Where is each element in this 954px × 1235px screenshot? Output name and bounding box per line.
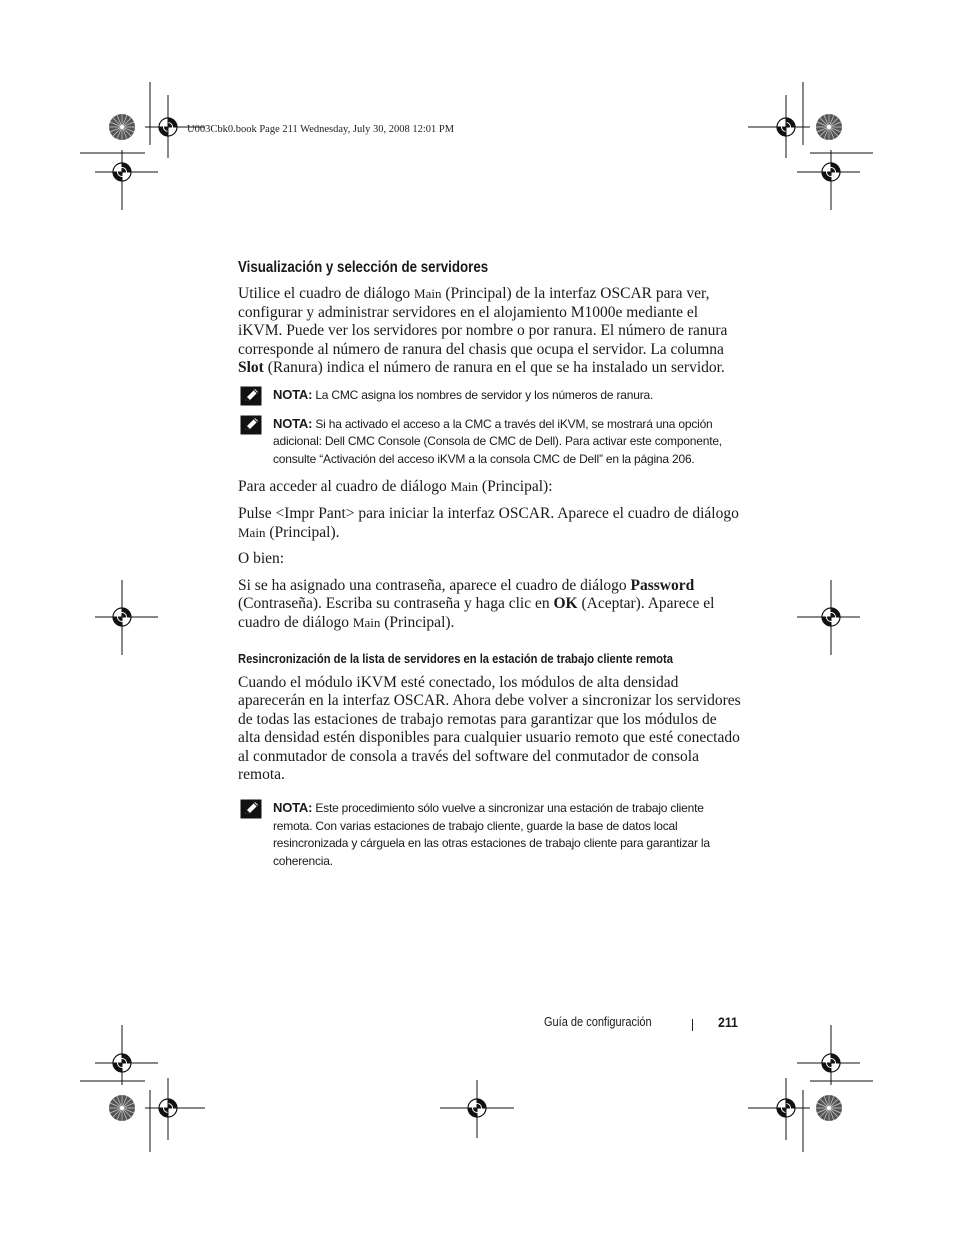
note-text: La CMC asigna los nombres de servidor y los números de ranura. bbox=[312, 387, 654, 402]
footer-guide-title: Guía de configuración bbox=[544, 1015, 652, 1029]
note-label: NOTA: bbox=[273, 386, 313, 402]
pencil-note-icon bbox=[240, 386, 262, 406]
registration-mark bbox=[113, 163, 131, 181]
registration-mark bbox=[822, 163, 840, 181]
or-paragraph: O bien: bbox=[238, 550, 285, 568]
note bbox=[238, 386, 742, 405]
star-target-top-right bbox=[816, 114, 842, 140]
password-term: Password bbox=[630, 576, 695, 594]
registration-mark bbox=[822, 608, 840, 626]
page-number: 211 bbox=[718, 1014, 738, 1030]
star-target-bottom-left bbox=[109, 1095, 135, 1121]
note-text: Este procedimiento sólo vuelve a sincronizar una estación de trabajo cliente remota. Con varias estaciones de trabajo cliente, guarde la base de datos local resincronizada y cárguela en las otras estaciones de trabajo cliente para garantizar la coherencia. bbox=[273, 801, 710, 868]
note-label: NOTA: bbox=[273, 415, 313, 431]
print-header-info: U003Cbk0.book Page 211 Wednesday, July 30, 2008 12:01 PM bbox=[187, 124, 455, 135]
star-target-top-left bbox=[109, 114, 135, 140]
main-term: Main bbox=[238, 524, 266, 540]
password-paragraph: Si se ha asignado una contraseña, aparece el cuadro de diálogo Password (Contraseña). Escriba su contraseña y haga clic en OK (Aceptar). Aparece el cuadro de diálogo Main (Principal). bbox=[238, 576, 715, 631]
access-paragraph: Para acceder al cuadro de diálogo Main (Principal): bbox=[238, 478, 553, 496]
footer-separator bbox=[692, 1019, 693, 1031]
note bbox=[238, 415, 742, 469]
page-content bbox=[238, 259, 742, 880]
section-heading: Visualización y selección de servidores bbox=[238, 259, 489, 276]
intro-paragraph: Utilice el cuadro de diálogo Main (Principal) de la interfaz OSCAR para ver, configurar y administrar servidores en el alojamiento M1000e mediante el iKVM. Puede ver los servidores por nombre o por ranura. El número de ranura corresponde al número de ranura del chasis que ocupa el servidor. La columna Slot (Ranura) indica el número de ranura en el que se ha instalado un servidor. bbox=[238, 285, 728, 377]
star-target-bottom-right bbox=[816, 1095, 842, 1121]
registration-mark bbox=[113, 608, 131, 626]
registration-mark bbox=[468, 1099, 486, 1117]
registration-mark bbox=[822, 1054, 840, 1072]
ok-term: OK bbox=[553, 595, 578, 613]
pencil-note-icon bbox=[240, 415, 262, 435]
main-term: Main bbox=[414, 286, 442, 301]
main-term: Main bbox=[352, 614, 381, 630]
resync-paragraph: Cuando el módulo iKVM esté conectado, los módulos de alta densidad aparecerán en la interfaz OSCAR. Ahora debe volver a sincronizar los servidores de todas las estaciones de trabajo remotas para garantizar que los módulos de alta densidad estén disponibles para cualquier usuario remoto que esté conectado al conmutador de consola a través del software del conmutador de consola remota. bbox=[238, 673, 741, 784]
press-paragraph: Pulse <Impr Pant> para iniciar la interfaz OSCAR. Aparece el cuadro de diálogo Main (Principal). bbox=[238, 504, 739, 541]
note-text: Si ha activado el acceso a la CMC a través del iKVM, se mostrará una opción adicional: Dell CMC Console (Consola de CMC de Dell). Para activar este componente, consulte “Activación del acceso iKVM a la consola CMC de Dell” en la página 206. bbox=[273, 416, 722, 466]
note bbox=[238, 799, 742, 870]
main-term: Main bbox=[450, 479, 479, 495]
slot-term: Slot bbox=[238, 359, 264, 377]
registration-mark bbox=[113, 1054, 131, 1072]
pencil-note-icon bbox=[240, 799, 262, 819]
subsection-heading: Resincronización de la lista de servidores en la estación de trabajo cliente remota bbox=[238, 650, 673, 666]
note-label: NOTA: bbox=[273, 800, 313, 816]
